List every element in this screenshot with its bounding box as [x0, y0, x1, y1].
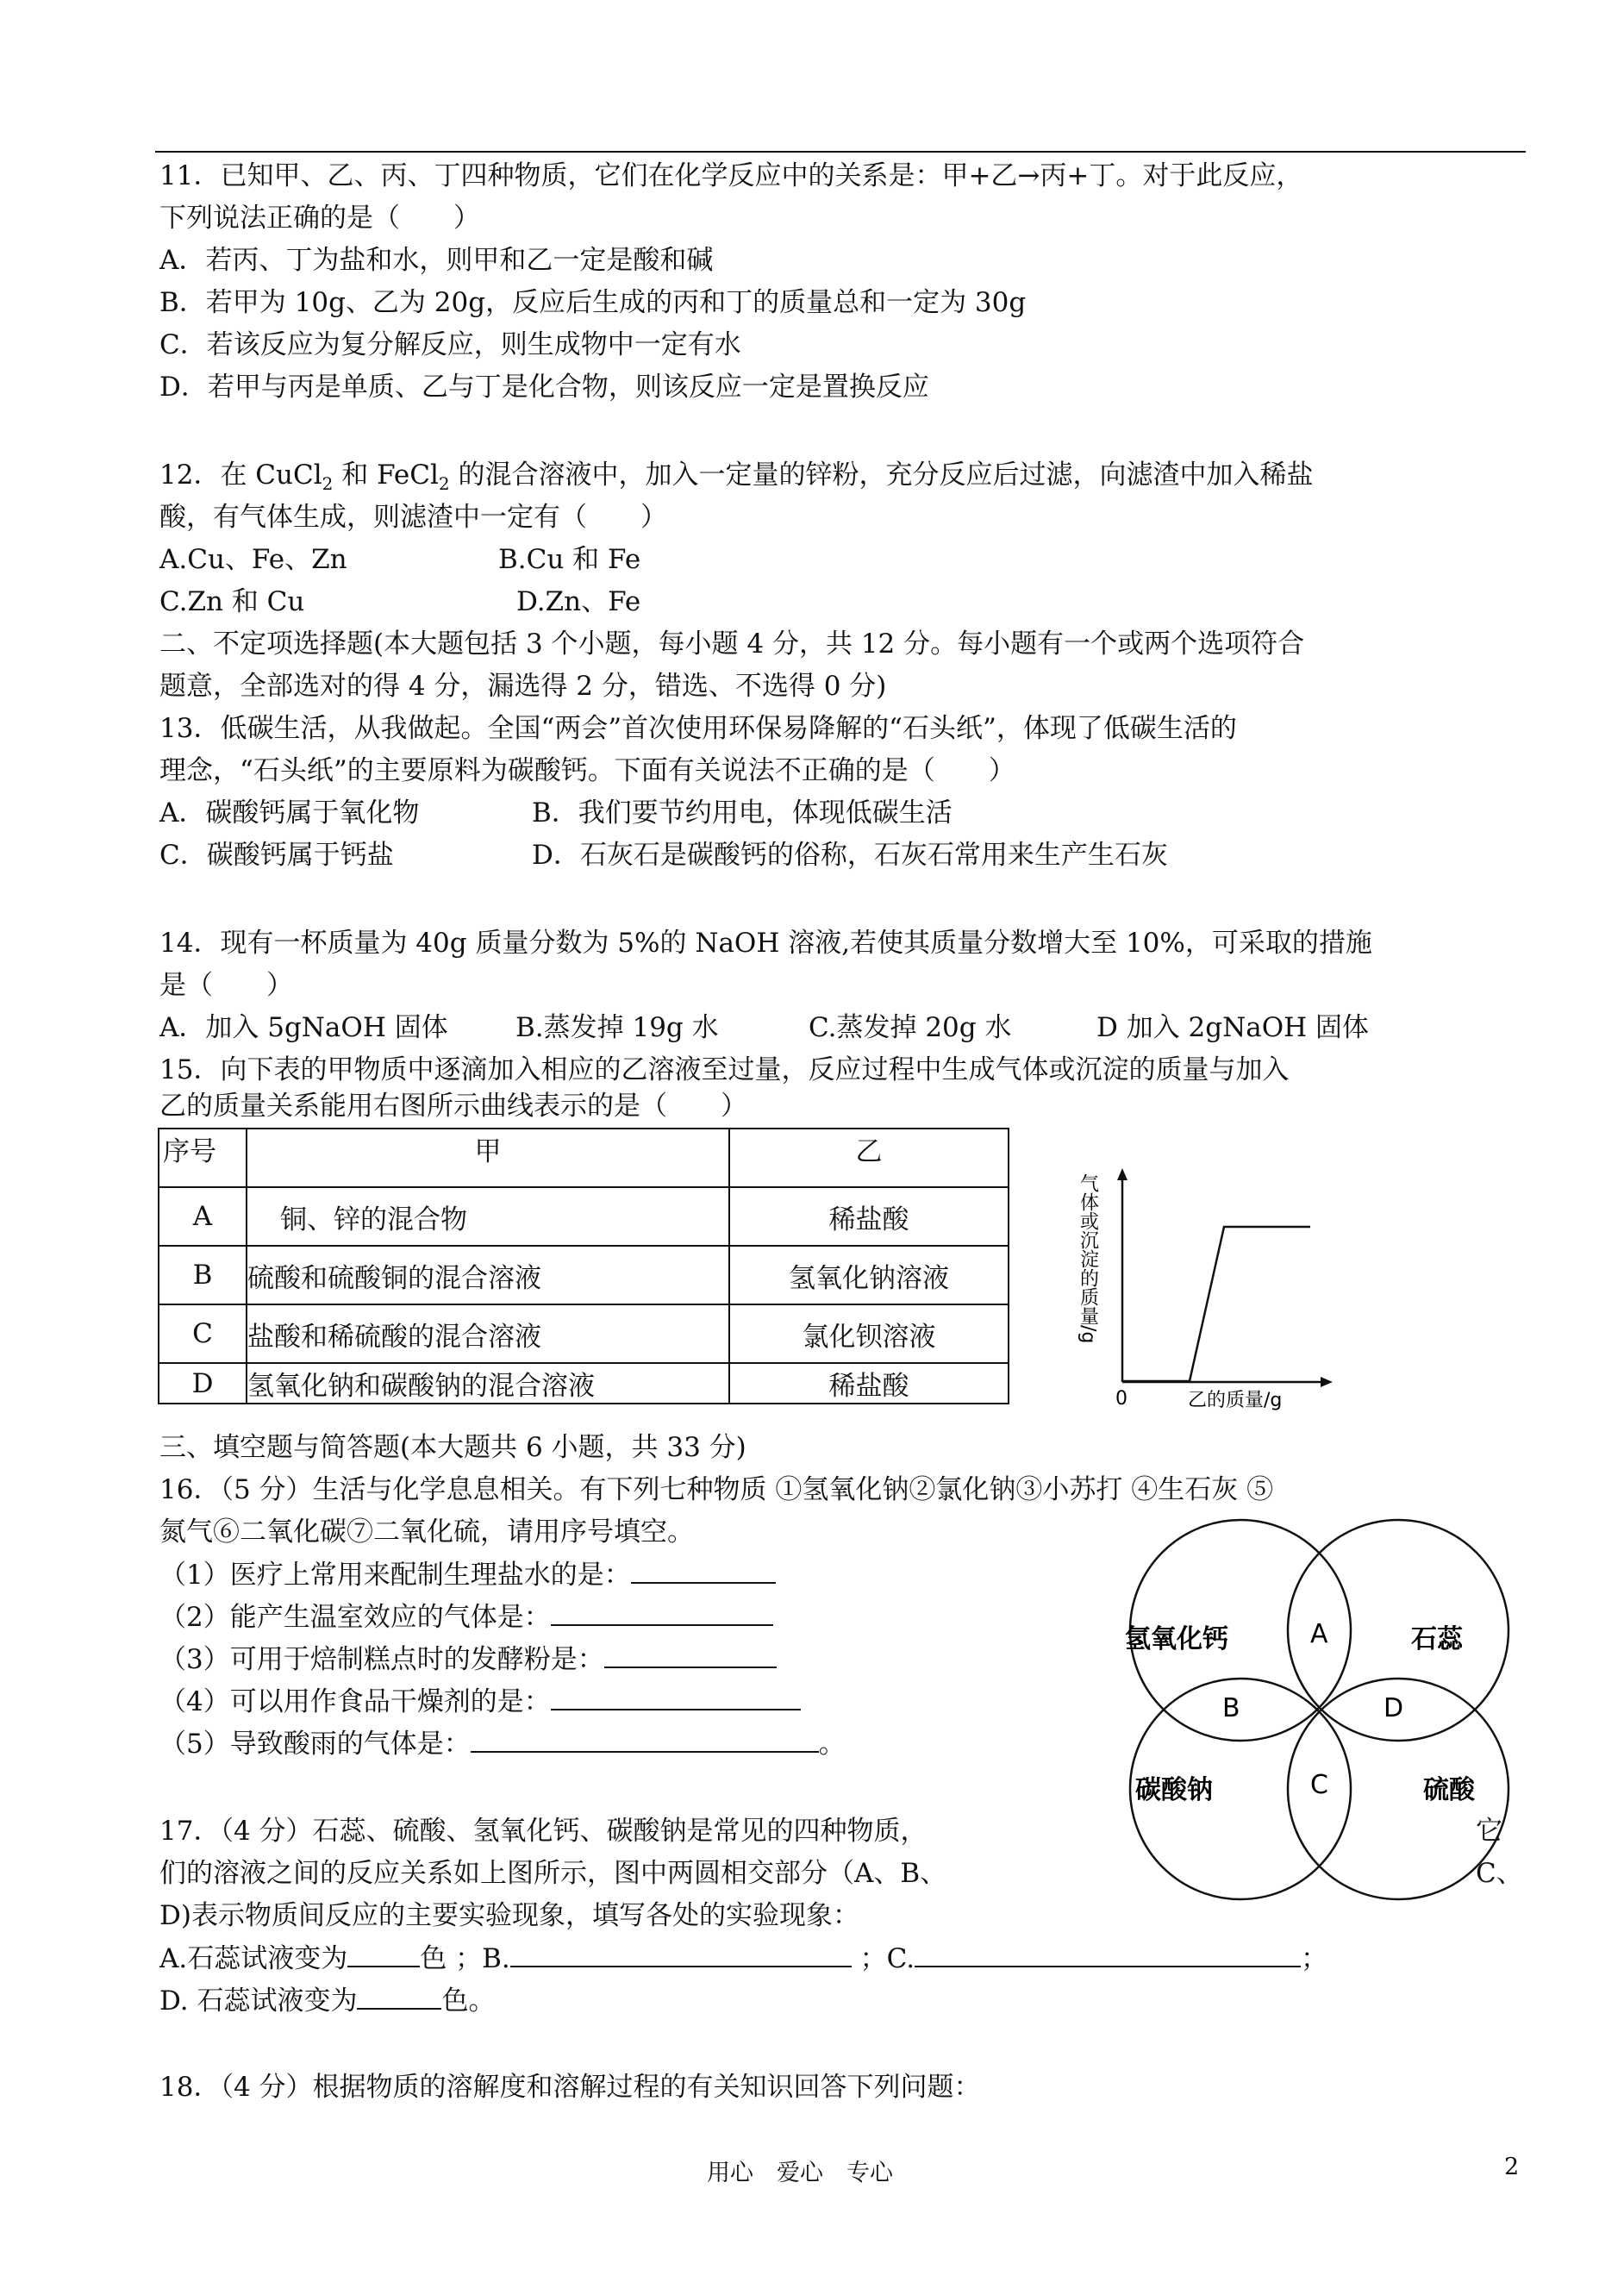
q14-option-a: A．加入 5gNaOH 固体	[159, 1012, 448, 1043]
q11-option-d: D．若甲与丙是单质、乙与丁是化合物，则该反应一定是置换反应	[159, 372, 929, 403]
label-sulfuric-acid: 硫酸	[1423, 1775, 1475, 1805]
y-axis-label: 气体或沉淀的质量/g	[1077, 1173, 1099, 1344]
q17-text: D. 石蕊试液变为	[159, 1985, 358, 2017]
q17-line1-end: 它	[1476, 1816, 1502, 1847]
x-axis-label: 乙的质量/g	[1188, 1390, 1283, 1411]
q13-option-d: D．石灰石是碳酸钙的俗称，石灰石常用来生产生石灰	[532, 840, 1168, 871]
q18-stem: 18．（4 分）根据物质的溶解度和溶解过程的有关知识回答下列问题：	[159, 2072, 981, 2103]
q17-stem-line3: D)表示物质间反应的主要实验现象，填写各处的实验现象：	[159, 1900, 859, 1931]
q12-text-b: 和 FeCl	[333, 460, 439, 491]
footer-motto: 用心 爱心 专心	[707, 2160, 893, 2186]
table-cell: 铜、锌的混合物	[247, 1187, 729, 1246]
table-header-cell: 甲	[247, 1129, 729, 1187]
table-cell: C	[159, 1304, 247, 1363]
q16-item-text: （1）医疗上常用来配制生理盐水的是：	[159, 1560, 631, 1591]
answer-blank-a[interactable]	[347, 1940, 420, 1967]
q12-option-b: B.Cu 和 Fe	[498, 544, 641, 575]
region-d: D	[1384, 1693, 1404, 1723]
table-row	[159, 1304, 1009, 1363]
label-sodium-carbonate: 碳酸钠	[1135, 1775, 1213, 1805]
answer-blank[interactable]	[631, 1556, 776, 1584]
section2-heading-line2: 题意，全部选对的得 4 分，漏选得 2 分，错选、不选得 0 分)	[159, 671, 887, 702]
q17-line2-end: C、	[1476, 1858, 1523, 1889]
q14-option-c: C.蒸发掉 20g 水	[809, 1012, 1012, 1043]
q17-answer-line1	[159, 1940, 1327, 1977]
q11-stem-line2: 下列说法正确的是（ ）	[159, 203, 480, 234]
q13-option-a: A．碳酸钙属于氧化物	[159, 797, 420, 829]
label-litmus: 石蕊	[1411, 1624, 1463, 1654]
q16-item-text: （5）导致酸雨的气体是：	[159, 1729, 471, 1760]
y-axis-arrow	[1117, 1168, 1127, 1180]
answer-blank[interactable]	[471, 1725, 819, 1753]
q16-stem-line1: 16．（5 分）生活与化学息息相关。有下列七种物质 ①氢氧化钠②氯化钠③小苏打 ④生石灰 ⑤	[159, 1474, 1274, 1505]
region-a: A	[1310, 1619, 1328, 1649]
table-cell: 盐酸和稀硫酸的混合溶液	[247, 1304, 729, 1363]
q17-text: ；	[1301, 1943, 1328, 1974]
q16-item-2	[159, 1598, 773, 1635]
q15-table	[158, 1128, 1009, 1404]
answer-blank[interactable]	[551, 1683, 801, 1710]
q14-option-d: D 加入 2gNaOH 固体	[1096, 1012, 1370, 1043]
q15-graph	[1077, 1168, 1336, 1418]
header-rule	[155, 151, 1526, 153]
q16-stem-line2: 氮气⑥二氧化碳⑦二氧化硫，请用序号填空。	[159, 1516, 694, 1548]
q17-text: 色。	[441, 1985, 496, 2017]
q13-stem-line1: 13．低碳生活，从我做起。全国“两会”首次使用环保易降解的“石头纸”，体现了低碳生活的	[159, 713, 1237, 744]
table-header-cell: 乙	[729, 1129, 1009, 1187]
answer-blank-c[interactable]	[915, 1940, 1301, 1967]
table-row	[159, 1246, 1009, 1304]
q13-stem-line2: 理念，“石头纸”的主要原料为碳酸钙。下面有关说法不正确的是（ ）	[159, 755, 1015, 786]
q11-option-c: C．若该反应为复分解反应，则生成物中一定有水	[159, 329, 741, 360]
answer-blank-b[interactable]	[510, 1940, 852, 1967]
table-cell: 氢氧化钠和碳酸钠的混合溶液	[247, 1363, 729, 1404]
q12-text-c: 的混合溶液中，加入一定量的锌粉，充分反应后过滤，向滤渣中加入稀盐	[449, 460, 1314, 491]
table-row	[159, 1363, 1009, 1404]
q14-option-b: B.蒸发掉 19g 水	[515, 1012, 719, 1043]
table-cell: 稀盐酸	[729, 1363, 1009, 1404]
q16-end-mark: 。	[818, 1729, 846, 1760]
answer-blank[interactable]	[551, 1598, 773, 1626]
label-calcium-hydroxide: 氢氧化钙	[1125, 1624, 1228, 1654]
q16-item-4	[159, 1683, 801, 1720]
q12-subscript-a: 2	[322, 473, 334, 495]
venn-diagram	[1116, 1513, 1526, 1914]
q16-item-text: （4）可以用作食品干燥剂的是：	[159, 1686, 551, 1717]
table-header-cell: 序号	[159, 1129, 247, 1187]
q12-stem-line2: 酸，有气体生成，则滤渣中一定有（ ）	[159, 502, 667, 533]
q17-text: ；C.	[851, 1943, 915, 1974]
q15-stem-line1: 15．向下表的甲物质中逐滴加入相应的乙溶液至过量，反应过程中生成气体或沉淀的质量与加入	[159, 1054, 1290, 1085]
table-cell: 稀盐酸	[729, 1187, 1009, 1246]
q14-stem-line1: 14．现有一杯质量为 40g 质量分数为 5%的 NaOH 溶液,若使其质量分数增大至 10%，可采取的措施	[159, 928, 1372, 959]
q17-stem-line1: 17．（4 分）石蕊、硫酸、氢氧化钙、碳酸钠是常见的四种物质，	[159, 1816, 928, 1847]
answer-blank[interactable]	[604, 1641, 777, 1668]
q12-option-d: D.Zn、Fe	[516, 586, 641, 617]
q17-text: 色 ；B.	[420, 1943, 510, 1974]
q11-stem-line1: 11．已知甲、乙、丙、丁四种物质，它们在化学反应中的关系是：甲+乙→丙+丁。对于此反应，	[159, 160, 1303, 191]
origin-label: 0	[1115, 1388, 1127, 1410]
table-header-row	[159, 1129, 1009, 1187]
q17-answer-line2	[159, 1982, 495, 2019]
q16-item-5	[159, 1725, 846, 1762]
table-cell: B	[159, 1246, 247, 1304]
q16-item-text: （2）能产生温室效应的气体是：	[159, 1602, 551, 1633]
q14-stem-line2: 是（ ）	[159, 970, 293, 1001]
reaction-curve	[1122, 1227, 1310, 1381]
section2-heading-line1: 二、不定项选择题(本大题包括 3 个小题，每小题 4 分，共 12 分。每小题有一个或两个选项符合	[159, 628, 1305, 660]
q12-option-c: C.Zn 和 Cu	[159, 586, 305, 617]
region-c: C	[1310, 1770, 1328, 1800]
table-row	[159, 1187, 1009, 1246]
x-axis-arrow	[1321, 1377, 1333, 1387]
answer-blank-d[interactable]	[357, 1982, 441, 2010]
table-cell: 氯化钡溶液	[729, 1304, 1009, 1363]
q11-option-a: A．若丙、丁为盐和水，则甲和乙一定是酸和碱	[159, 245, 714, 276]
page-number: 2	[1504, 2154, 1520, 2180]
table-cell: D	[159, 1363, 247, 1404]
q11-option-b: B．若甲为 10g、乙为 20g，反应后生成的丙和丁的质量总和一定为 30g	[159, 287, 1027, 318]
q13-option-c: C．碳酸钙属于钙盐	[159, 840, 394, 871]
q13-option-b: B．我们要节约用电，体现低碳生活	[532, 797, 953, 829]
q12-subscript-b: 2	[438, 473, 450, 495]
q16-item-text: （3）可用于焙制糕点时的发酵粉是：	[159, 1644, 604, 1675]
table-cell: 硫酸和硫酸铜的混合溶液	[247, 1246, 729, 1304]
q12-stem-line1	[159, 457, 1313, 502]
q17-stem-line2: 们的溶液之间的反应关系如上图所示，图中两圆相交部分（A、B、	[159, 1858, 947, 1889]
table-cell: 氢氧化钠溶液	[729, 1246, 1009, 1304]
q16-item-3	[159, 1641, 777, 1678]
region-b: B	[1222, 1693, 1240, 1723]
q12-text-a: 12．在 CuCl	[159, 460, 322, 491]
q15-stem-line2: 乙的质量关系能用右图所示曲线表示的是（ ）	[159, 1091, 747, 1122]
q16-item-1	[159, 1556, 776, 1593]
q12-option-a: A.Cu、Fe、Zn	[159, 544, 347, 575]
section3-heading: 三、填空题与简答题(本大题共 6 小题，共 33 分)	[159, 1432, 746, 1463]
table-cell: A	[159, 1187, 247, 1246]
q17-text: A.石蕊试液变为	[159, 1943, 348, 1974]
